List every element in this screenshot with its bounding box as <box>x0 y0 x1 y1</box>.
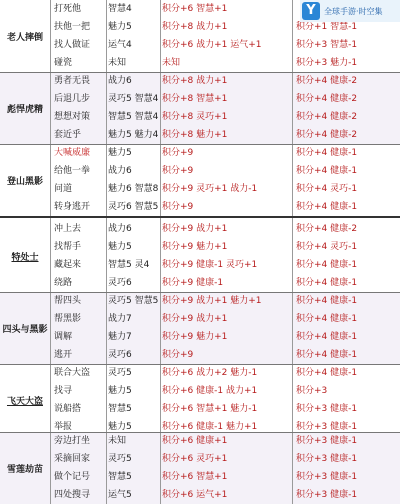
section-title: 彪悍虎精 <box>6 104 43 115</box>
requirement: 战力6 <box>108 224 132 234</box>
success-result: 积分+8 战力+1 <box>162 22 228 32</box>
requirement: 魅力5 <box>108 386 132 396</box>
requirement: 战力7 <box>108 314 132 324</box>
requirement: 智慧5 <box>108 472 132 482</box>
option-name: 调解 <box>54 332 73 342</box>
option-name: 采摘回家 <box>54 454 91 464</box>
fail-result: 积分+4 健康-2 <box>296 112 358 122</box>
section-title: 登山黑影 <box>6 176 43 187</box>
fail-result: 积分+4 灵巧-1 <box>296 242 358 252</box>
option-name: 打死他 <box>54 4 82 14</box>
option-name: 逃开 <box>54 350 73 360</box>
fail-result: 积分+3 <box>296 386 328 396</box>
requirement: 魅力5 魅力4 <box>108 130 159 140</box>
fail-result: 积分+4 健康-2 <box>296 94 358 104</box>
option-name: 找帮手 <box>54 242 82 252</box>
fail-result: 积分+4 健康-2 <box>296 224 358 234</box>
option-name: 勇者无畏 <box>54 76 91 86</box>
grid-line <box>106 0 107 504</box>
option-name: 绕路 <box>54 278 73 288</box>
requirement: 运气4 <box>108 40 132 50</box>
success-result: 积分+6 智慧+1 <box>162 472 228 482</box>
requirement: 智慧5 灵4 <box>108 260 150 270</box>
success-result: 积分+6 灵巧+1 <box>162 454 228 464</box>
grid-line <box>160 0 161 504</box>
success-result: 积分+8 魅力+1 <box>162 130 228 140</box>
fail-result: 积分+4 健康-1 <box>296 332 358 342</box>
requirement: 魅力5 <box>108 22 132 32</box>
requirement: 灵巧5 <box>108 368 132 378</box>
success-result: 积分+6 健康-1 魅力+1 <box>162 422 258 432</box>
requirement: 灵巧5 智慧5 <box>108 296 159 306</box>
requirement: 灵巧6 <box>108 350 132 360</box>
fail-result: 积分+3 健康-1 <box>296 404 358 414</box>
success-result: 积分+9 战力+1 <box>162 224 228 234</box>
section-divider <box>0 292 400 293</box>
fail-result: 积分+4 健康-1 <box>296 296 358 306</box>
requirement: 灵巧6 <box>108 278 132 288</box>
requirement: 魅力5 <box>108 148 132 158</box>
option-name: 找人做证 <box>54 40 91 50</box>
success-result: 积分+8 灵巧+1 <box>162 112 228 122</box>
fail-result: 积分+3 健康-1 <box>296 436 358 446</box>
fail-result: 积分+4 健康-1 <box>296 278 358 288</box>
requirement: 战力6 <box>108 76 132 86</box>
success-result: 积分+9 <box>162 202 194 212</box>
section-hujing <box>0 72 400 144</box>
fail-result: 积分+3 智慧-1 <box>296 40 358 50</box>
success-result: 积分+9 魅力+1 <box>162 332 228 342</box>
section-title: 飞天大盗 <box>6 396 43 407</box>
fail-result: 积分+1 智慧-1 <box>296 22 358 32</box>
section-title: 雪莲劫苗 <box>6 464 43 475</box>
success-result: 积分+6 健康-1 战力+1 <box>162 386 258 396</box>
option-name: 举报 <box>54 422 73 432</box>
option-name: 四处搜寻 <box>54 490 91 500</box>
success-result: 未知 <box>162 58 181 68</box>
option-name: 套近乎 <box>54 130 82 140</box>
success-result: 积分+8 战力+1 <box>162 76 228 86</box>
fail-result: 积分+3 健康-1 <box>296 472 358 482</box>
option-name: 找寻 <box>54 386 73 396</box>
fail-result: 积分+3 健康-1 <box>296 422 358 432</box>
requirement: 魅力7 <box>108 332 132 342</box>
fail-result: 积分+3 健康-1 <box>296 490 358 500</box>
fail-result: 积分+4 健康-1 <box>296 260 358 270</box>
option-name: 大喊威廉 <box>54 148 91 158</box>
requirement: 灵巧5 <box>108 454 132 464</box>
fail-result: 积分+4 健康-1 <box>296 350 358 360</box>
success-result: 积分+9 <box>162 350 194 360</box>
success-result: 积分+6 健康+1 <box>162 436 228 446</box>
success-result: 积分+9 <box>162 166 194 176</box>
success-result: 积分+9 魅力+1 <box>162 242 228 252</box>
success-result: 积分+9 灵巧+1 战力-1 <box>162 184 258 194</box>
requirement: 运气5 <box>108 490 132 500</box>
fail-result: 积分+4 健康-1 <box>296 166 358 176</box>
option-name: 藏起来 <box>54 260 82 270</box>
fail-result: 积分+3 魅力-1 <box>296 58 358 68</box>
success-result: 积分+9 健康-1 <box>162 278 224 288</box>
section-divider <box>0 216 400 218</box>
option-name: 说船搭 <box>54 404 82 414</box>
site-watermark <box>300 0 400 22</box>
option-name: 联合大盗 <box>54 368 91 378</box>
success-result: 积分+6 战力+2 魅力-1 <box>162 368 258 378</box>
option-name: 帮四头 <box>54 296 82 306</box>
requirement: 战力6 <box>108 166 132 176</box>
option-name: 后退几步 <box>54 94 91 104</box>
requirement: 智慧5 <box>108 404 132 414</box>
requirement: 魅力6 智慧8 <box>108 184 159 194</box>
watermark-text: 全球手游·时空集 <box>324 6 383 16</box>
fail-result: 积分+4 灵巧-1 <box>296 184 358 194</box>
option-name: 旁边打坐 <box>54 436 91 446</box>
option-name: 帮黑影 <box>54 314 82 324</box>
success-result: 积分+9 <box>162 148 194 158</box>
section-feitian <box>0 364 400 436</box>
option-name: 给他一拳 <box>54 166 91 176</box>
fail-result: 积分+4 健康-2 <box>296 76 358 86</box>
option-name: 做个记号 <box>54 472 91 482</box>
section-title: 四头与黑影 <box>2 324 48 335</box>
success-result: 积分+6 智慧+1 <box>162 4 228 14</box>
grid-line <box>50 0 51 504</box>
option-name: 扶他一把 <box>54 22 91 32</box>
success-result: 积分+8 智慧+1 <box>162 94 228 104</box>
success-result: 积分+9 健康-1 灵巧+1 <box>162 260 258 270</box>
success-result: 积分+6 智慧+1 魅力-1 <box>162 404 258 414</box>
section-divider <box>0 144 400 145</box>
success-result: 积分+6 运气+1 <box>162 490 228 500</box>
logo-icon: Y <box>302 2 320 20</box>
section-divider <box>0 364 400 365</box>
requirement: 未知 <box>108 436 127 446</box>
grid-line <box>292 0 293 504</box>
section-heiying <box>0 144 400 216</box>
requirement: 未知 <box>108 58 127 68</box>
fail-result: 积分+4 健康-1 <box>296 368 358 378</box>
fail-result: 积分+4 健康-1 <box>296 148 358 158</box>
fail-result: 积分+4 健康-2 <box>296 130 358 140</box>
section-title: 老人摔倒 <box>6 32 43 43</box>
requirement: 灵巧5 智慧4 <box>108 94 159 104</box>
section-techushi <box>0 220 400 292</box>
section-divider <box>0 72 400 73</box>
fail-result: 积分+4 健康-1 <box>296 202 358 212</box>
requirement: 灵巧6 智慧5 <box>108 202 159 212</box>
option-name: 碰瓷 <box>54 58 73 68</box>
requirement: 魅力5 <box>108 422 132 432</box>
option-name: 转身逃开 <box>54 202 91 212</box>
option-name: 问道 <box>54 184 73 194</box>
success-result: 积分+9 战力+1 魅力+1 <box>162 296 262 306</box>
section-divider <box>0 432 400 433</box>
option-name: 想想对策 <box>54 112 91 122</box>
fail-result: 积分+3 健康-1 <box>296 454 358 464</box>
section-title: 特处士 <box>11 252 39 263</box>
option-name: 冲上去 <box>54 224 82 234</box>
requirement: 魅力5 <box>108 242 132 252</box>
fail-result: 积分+4 健康-1 <box>296 314 358 324</box>
requirement: 智慧4 <box>108 4 132 14</box>
section-sitou <box>0 292 400 364</box>
success-result: 积分+9 战力+1 <box>162 314 228 324</box>
success-result: 积分+6 战力+1 运气+1 <box>162 40 262 50</box>
requirement: 智慧5 智慧4 <box>108 112 159 122</box>
section-xuelian <box>0 432 400 504</box>
